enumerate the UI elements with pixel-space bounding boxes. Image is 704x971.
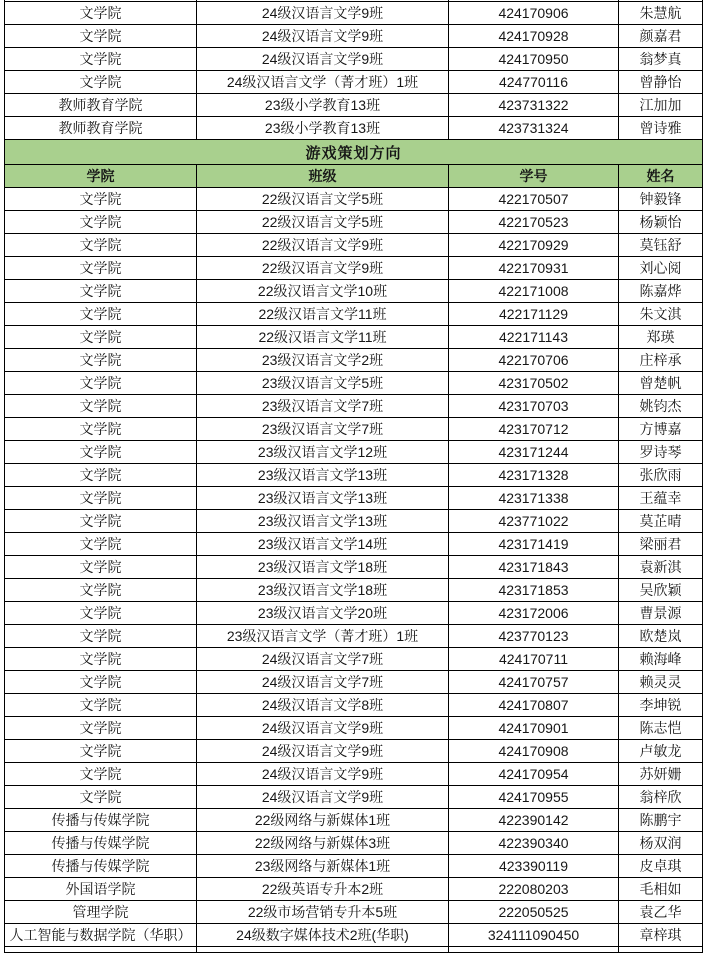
- cell-student-id: 422390142: [449, 809, 619, 832]
- cell-student-id: 422170523: [449, 211, 619, 234]
- cell-college: 教师教育学院: [5, 94, 197, 117]
- clipped-row-bottom: [5, 947, 703, 953]
- cell-college: 文学院: [5, 441, 197, 464]
- cell-student-id: 423171419: [449, 533, 619, 556]
- cell-student-id: 423731324: [449, 117, 619, 140]
- cell-student-id: 423172006: [449, 602, 619, 625]
- cell-college: 文学院: [5, 487, 197, 510]
- cell-name: 罗诗琴: [619, 441, 703, 464]
- table-row: [5, 188, 703, 211]
- cell-college: 文学院: [5, 671, 197, 694]
- cell-class: 22级网络与新媒体1班: [197, 809, 449, 832]
- cell-name: 陈鹏宇: [619, 809, 703, 832]
- cell-college: 传播与传媒学院: [5, 855, 197, 878]
- section-title: 游戏策划方向: [5, 140, 703, 165]
- cell-college: 文学院: [5, 533, 197, 556]
- cell-student-id: 424170757: [449, 671, 619, 694]
- section-header-block: [5, 140, 703, 188]
- cell-name: 郑瑛: [619, 326, 703, 349]
- cell-college: 文学院: [5, 234, 197, 257]
- cell-name: 方博嘉: [619, 418, 703, 441]
- cell-class: [197, 947, 449, 953]
- table-row: [5, 924, 703, 947]
- cell-student-id: 324111090450: [449, 924, 619, 947]
- cell-college: 教师教育学院: [5, 117, 197, 140]
- cell-college: 文学院: [5, 740, 197, 763]
- section-data-rows: [5, 188, 703, 947]
- preceding-section-rows: [5, 2, 703, 140]
- cell-student-id: 424170928: [449, 25, 619, 48]
- table-row: [5, 878, 703, 901]
- table-row: [5, 418, 703, 441]
- cell-name: 张欣雨: [619, 464, 703, 487]
- cell-class: 22级英语专升本2班: [197, 878, 449, 901]
- table-row: [5, 25, 703, 48]
- cell-name: 梁丽君: [619, 533, 703, 556]
- cell-student-id: 424170906: [449, 2, 619, 25]
- cell-student-id: 422390340: [449, 832, 619, 855]
- cell-student-id: 423171853: [449, 579, 619, 602]
- cell-college: 传播与传媒学院: [5, 832, 197, 855]
- cell-class: 23级汉语言文学5班: [197, 372, 449, 395]
- cell-student-id: 424170908: [449, 740, 619, 763]
- cell-name: 王蕴幸: [619, 487, 703, 510]
- cell-college: 文学院: [5, 326, 197, 349]
- cell-student-id: 423170502: [449, 372, 619, 395]
- cell-college: 文学院: [5, 349, 197, 372]
- table-row: [5, 671, 703, 694]
- cell-name: 庄梓承: [619, 349, 703, 372]
- cell-class: 24级汉语言文学9班: [197, 48, 449, 71]
- cell-college: 管理学院: [5, 901, 197, 924]
- student-assignment-table: [4, 0, 703, 953]
- table-row: [5, 257, 703, 280]
- column-header-class: 班级: [197, 165, 449, 188]
- cell-class: 24级汉语言文学8班: [197, 694, 449, 717]
- cell-student-id: 423170712: [449, 418, 619, 441]
- cell-class: 22级汉语言文学5班: [197, 188, 449, 211]
- cell-class: 23级汉语言文学13班: [197, 464, 449, 487]
- cell-college: 文学院: [5, 464, 197, 487]
- cell-name: 杨颖怡: [619, 211, 703, 234]
- cell-name: 翁梦真: [619, 48, 703, 71]
- cell-student-id: 423170703: [449, 395, 619, 418]
- cell-student-id: 222080203: [449, 878, 619, 901]
- cell-college: 文学院: [5, 2, 197, 25]
- cell-student-id: 422171129: [449, 303, 619, 326]
- cell-class: 23级汉语言文学13班: [197, 487, 449, 510]
- table-row: [5, 602, 703, 625]
- cell-student-id: 423771022: [449, 510, 619, 533]
- cell-college: 文学院: [5, 418, 197, 441]
- cell-name: 袁乙华: [619, 901, 703, 924]
- cell-class: 23级网络与新媒体1班: [197, 855, 449, 878]
- cell-student-id: 422170929: [449, 234, 619, 257]
- cell-college: 文学院: [5, 717, 197, 740]
- cell-student-id: 424770116: [449, 71, 619, 94]
- cell-name: 毛相如: [619, 878, 703, 901]
- cell-class: 22级市场营销专升本5班: [197, 901, 449, 924]
- cell-class: 22级网络与新媒体3班: [197, 832, 449, 855]
- cell-college: 外国语学院: [5, 878, 197, 901]
- cell-name: 陈志恺: [619, 717, 703, 740]
- table-row: [5, 234, 703, 257]
- cell-class: 24级汉语言文学9班: [197, 740, 449, 763]
- cell-student-id: 423171244: [449, 441, 619, 464]
- table-row: [5, 694, 703, 717]
- cell-college: 文学院: [5, 48, 197, 71]
- cell-name: 曹景源: [619, 602, 703, 625]
- cell-college: 文学院: [5, 25, 197, 48]
- table-row: [5, 280, 703, 303]
- cell-class: 24级汉语言文学7班: [197, 671, 449, 694]
- cell-student-id: 422171008: [449, 280, 619, 303]
- cell-class: 23级汉语言文学2班: [197, 349, 449, 372]
- cell-student-id: 423731322: [449, 94, 619, 117]
- cell-student-id: 422170931: [449, 257, 619, 280]
- cell-class: 24级汉语言文学（菁才班）1班: [197, 71, 449, 94]
- cell-college: 文学院: [5, 579, 197, 602]
- table-row: [5, 510, 703, 533]
- cell-name: 袁新淇: [619, 556, 703, 579]
- cell-name: 刘心阅: [619, 257, 703, 280]
- cell-name: 姚钧杰: [619, 395, 703, 418]
- cell-class: 22级汉语言文学9班: [197, 234, 449, 257]
- cell-class: 23级汉语言文学18班: [197, 556, 449, 579]
- cell-class: 23级汉语言文学12班: [197, 441, 449, 464]
- table-row: [5, 94, 703, 117]
- cell-name: 朱慧航: [619, 2, 703, 25]
- column-header-name: 姓名: [619, 165, 703, 188]
- cell-college: 文学院: [5, 763, 197, 786]
- cell-name: 莫芷晴: [619, 510, 703, 533]
- cell-class: 24级数字媒体技术2班(华职): [197, 924, 449, 947]
- cell-name: 卢敏龙: [619, 740, 703, 763]
- table-row: [5, 117, 703, 140]
- cell-name: 曾静怡: [619, 71, 703, 94]
- cell-student-id: 423171843: [449, 556, 619, 579]
- cell-college: 文学院: [5, 211, 197, 234]
- cell-name: 朱文淇: [619, 303, 703, 326]
- table-row: [5, 855, 703, 878]
- cell-class: 23级汉语言文学18班: [197, 579, 449, 602]
- table-row: [5, 809, 703, 832]
- cell-student-id: 424170950: [449, 48, 619, 71]
- table-row: [5, 556, 703, 579]
- table-row: [5, 717, 703, 740]
- cell-class: 22级汉语言文学11班: [197, 303, 449, 326]
- cell-student-id: 422170507: [449, 188, 619, 211]
- cell-student-id: 422171143: [449, 326, 619, 349]
- cell-class: 23级汉语言文学（菁才班）1班: [197, 625, 449, 648]
- cell-name: 李坤锐: [619, 694, 703, 717]
- cell-class: 22级汉语言文学5班: [197, 211, 449, 234]
- cell-student-id: 423770123: [449, 625, 619, 648]
- cell-class: 24级汉语言文学7班: [197, 648, 449, 671]
- cell-college: 人工智能与数据学院（华职）: [5, 924, 197, 947]
- cell-class: 23级汉语言文学7班: [197, 395, 449, 418]
- cell-student-id: 424170807: [449, 694, 619, 717]
- cell-class: 23级汉语言文学13班: [197, 510, 449, 533]
- column-header-college: 学院: [5, 165, 197, 188]
- cell-student-id: 424170955: [449, 786, 619, 809]
- cell-college: 文学院: [5, 372, 197, 395]
- cell-name: 曾楚帆: [619, 372, 703, 395]
- table-row: [5, 625, 703, 648]
- cell-student-id: 424170711: [449, 648, 619, 671]
- cell-class: 24级汉语言文学9班: [197, 717, 449, 740]
- cell-name: 翁梓欣: [619, 786, 703, 809]
- cell-name: 莫钰舒: [619, 234, 703, 257]
- cell-name: 皮卓琪: [619, 855, 703, 878]
- cell-college: 文学院: [5, 556, 197, 579]
- column-header-student-id: 学号: [449, 165, 619, 188]
- cell-class: 23级汉语言文学20班: [197, 602, 449, 625]
- cell-class: 23级汉语言文学14班: [197, 533, 449, 556]
- cell-student-id: 424170954: [449, 763, 619, 786]
- table-row: [5, 71, 703, 94]
- cell-college: 文学院: [5, 395, 197, 418]
- cell-name: 曾诗雅: [619, 117, 703, 140]
- cell-college: [5, 947, 197, 953]
- cell-name: 章梓琪: [619, 924, 703, 947]
- table-row: [5, 326, 703, 349]
- table-row: [5, 786, 703, 809]
- table-row: [5, 349, 703, 372]
- cell-college: 文学院: [5, 510, 197, 533]
- cell-college: 文学院: [5, 625, 197, 648]
- cell-class: 24级汉语言文学9班: [197, 763, 449, 786]
- table-row: [5, 533, 703, 556]
- cell-college: 文学院: [5, 257, 197, 280]
- cell-class: 22级汉语言文学11班: [197, 326, 449, 349]
- table-row: [5, 579, 703, 602]
- cell-student-id: 422170706: [449, 349, 619, 372]
- cell-student-id: 423390119: [449, 855, 619, 878]
- cell-student-id: 423171338: [449, 487, 619, 510]
- table-row: [5, 832, 703, 855]
- cell-name: 吴欣颖: [619, 579, 703, 602]
- table-row: [5, 648, 703, 671]
- cell-class: 24级汉语言文学9班: [197, 786, 449, 809]
- table-row: [5, 303, 703, 326]
- table-row: [5, 763, 703, 786]
- cell-name: 杨双润: [619, 832, 703, 855]
- cell-student-id: 424170901: [449, 717, 619, 740]
- cell-student-id: 222050525: [449, 901, 619, 924]
- cell-name: 赖灵灵: [619, 671, 703, 694]
- cell-class: 23级小学教育13班: [197, 117, 449, 140]
- cell-name: 苏妍姗: [619, 763, 703, 786]
- cell-college: 文学院: [5, 648, 197, 671]
- cell-class: 23级小学教育13班: [197, 94, 449, 117]
- cell-name: 江加加: [619, 94, 703, 117]
- cell-college: 文学院: [5, 786, 197, 809]
- cell-college: 文学院: [5, 694, 197, 717]
- cell-class: 22级汉语言文学10班: [197, 280, 449, 303]
- cell-class: 24级汉语言文学9班: [197, 25, 449, 48]
- cell-name: 陈嘉烨: [619, 280, 703, 303]
- cell-college: 文学院: [5, 303, 197, 326]
- cell-college: 传播与传媒学院: [5, 809, 197, 832]
- cell-student-id: [449, 947, 619, 953]
- table-row: [5, 464, 703, 487]
- cell-name: [619, 947, 703, 953]
- table-row: [5, 441, 703, 464]
- cell-class: 24级汉语言文学9班: [197, 2, 449, 25]
- table-row: [5, 372, 703, 395]
- cell-class: 23级汉语言文学7班: [197, 418, 449, 441]
- cell-college: 文学院: [5, 71, 197, 94]
- table-row: [5, 211, 703, 234]
- section-header-row: [5, 140, 703, 165]
- cell-college: 文学院: [5, 280, 197, 303]
- table-row: [5, 740, 703, 763]
- table-row: [5, 901, 703, 924]
- table-row: [5, 395, 703, 418]
- cell-college: 文学院: [5, 188, 197, 211]
- cell-name: 赖海峰: [619, 648, 703, 671]
- clipped-bottom: [5, 947, 703, 953]
- table-row: [5, 48, 703, 71]
- cell-student-id: 423171328: [449, 464, 619, 487]
- table-row: [5, 487, 703, 510]
- table-row: [5, 2, 703, 25]
- cell-name: 欧楚岚: [619, 625, 703, 648]
- cell-name: 颜嘉君: [619, 25, 703, 48]
- cell-name: 钟毅锋: [619, 188, 703, 211]
- column-header-row: [5, 165, 703, 188]
- cell-college: 文学院: [5, 602, 197, 625]
- cell-class: 22级汉语言文学9班: [197, 257, 449, 280]
